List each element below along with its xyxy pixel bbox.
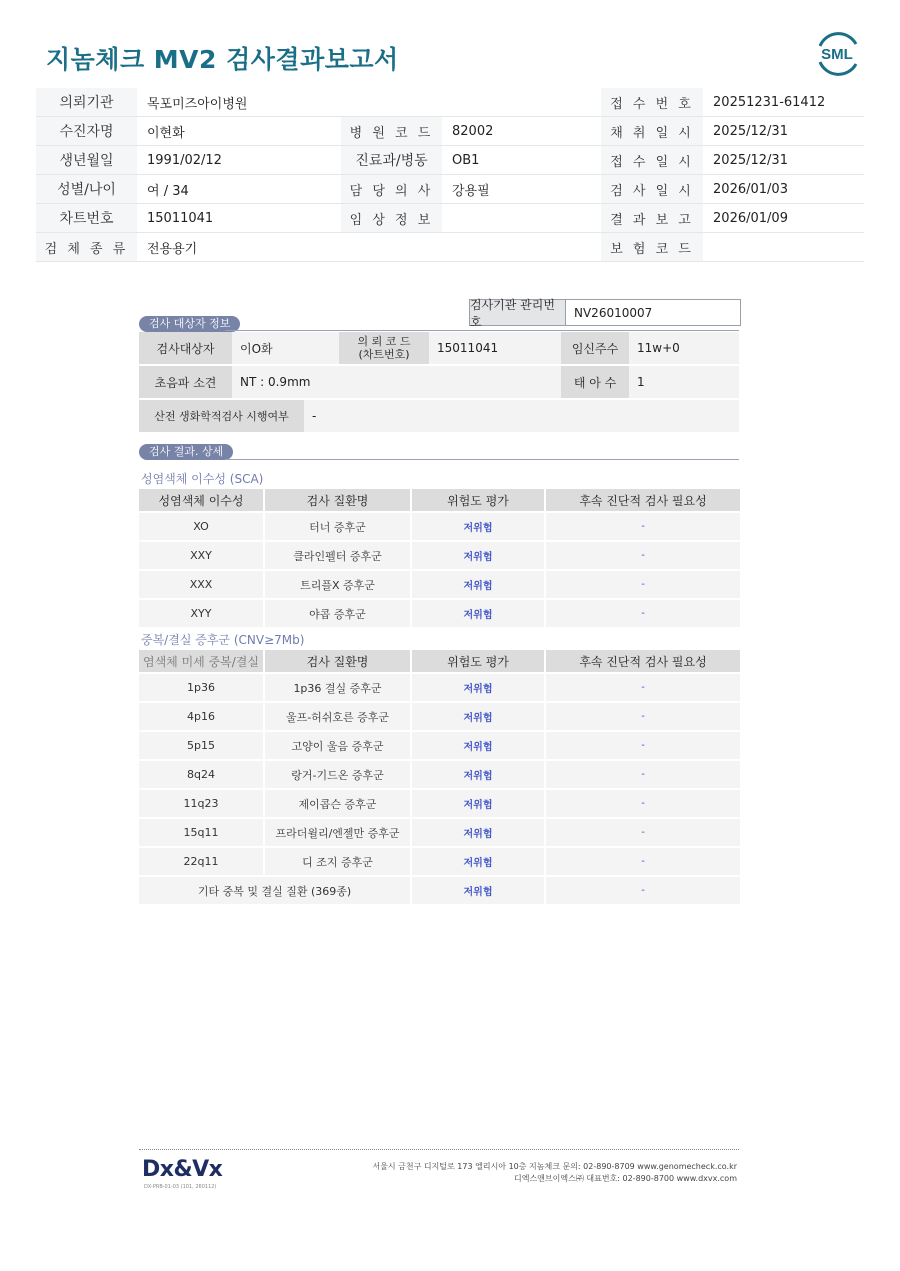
column-header: 후속 진단적 검사 필요성 — [546, 489, 740, 511]
page-title: 지놈체크 MV2 검사결과보고서 — [46, 45, 399, 74]
chromosome-cell: XXY — [139, 540, 265, 569]
mgmt-number-value: NV26010007 — [574, 305, 653, 320]
chromosome-cell: 15q11 — [139, 817, 265, 846]
result-section-pill: 검사 결과. 상세 — [139, 444, 233, 460]
info-value: OB1 — [442, 146, 601, 175]
info-value: 2025/12/31 — [703, 146, 864, 175]
subject-row — [139, 399, 739, 432]
chromosome-cell: 22q11 — [139, 846, 265, 875]
chromosome-cell: 4p16 — [139, 701, 265, 730]
chromosome-cell: XYY — [139, 598, 265, 627]
disease-cell: 울프-허쉬호른 증후군 — [265, 701, 412, 730]
disease-cell: 터너 증후군 — [265, 511, 412, 540]
risk-cell: 저위험 — [412, 598, 546, 627]
us-value: NT : 0.9mm — [232, 365, 561, 399]
sml-logo — [812, 30, 862, 76]
req-code-label-1: 의 뢰 코 드 — [357, 335, 411, 348]
risk-cell: 저위험 — [412, 759, 546, 788]
info-label: 검 사 일 시 — [601, 175, 703, 204]
table-header-row — [139, 650, 740, 672]
cnv-heading: 중복/결실 증후군 (CNV≥7Mb) — [141, 633, 305, 647]
info-label: 성별/나이 — [36, 175, 137, 204]
table-row — [139, 730, 740, 759]
footer-address-line-2: 디엑스앤브이엑스㈜ 대표번호: 02-890-8700 www.dxvx.com — [514, 1174, 737, 1183]
info-label: 임 상 정 보 — [341, 204, 442, 233]
info-value: 82002 — [442, 117, 601, 146]
mgmt-number-label: 검사기관 관리번호 — [470, 300, 566, 325]
info-value: 15011041 — [137, 204, 341, 233]
table-row — [139, 817, 740, 846]
chromosome-cell: XXX — [139, 569, 265, 598]
risk-cell: 저위험 — [412, 875, 546, 904]
sca-heading: 성염색체 이수성 (SCA) — [141, 472, 264, 486]
risk-cell: 저위험 — [412, 672, 546, 701]
dxvx-logo: Dx&Vx — [142, 1157, 223, 1182]
subject-row — [139, 332, 739, 365]
chromosome-cell: 8q24 — [139, 759, 265, 788]
disease-cell: 1p36 결실 증후군 — [265, 672, 412, 701]
info-label: 의뢰기관 — [36, 88, 137, 117]
result-section-rule — [225, 459, 739, 460]
table-row — [139, 759, 740, 788]
chromosome-cell: 5p15 — [139, 730, 265, 759]
info-row — [36, 204, 864, 233]
disease-cell: 프라더윌리/엔젤만 증후군 — [265, 817, 412, 846]
table-row — [139, 598, 740, 627]
table-row — [139, 788, 740, 817]
disease-cell: 제이콥슨 증후군 — [265, 788, 412, 817]
column-header: 위험도 평가 — [412, 650, 546, 672]
dxvx-logo-subtext: DX-PRB-01-03 (101, 260112) — [144, 1184, 217, 1190]
info-label: 접 수 일 시 — [601, 146, 703, 175]
biochem-value: - — [304, 399, 739, 432]
followup-cell: - — [546, 846, 740, 875]
info-label: 수진자명 — [36, 117, 137, 146]
chromosome-cell: XO — [139, 511, 265, 540]
disease-cell: 랑거-기드온 증후군 — [265, 759, 412, 788]
sml-logo-text: SML — [821, 46, 853, 63]
chromosome-cell: 1p36 — [139, 672, 265, 701]
table-row — [139, 846, 740, 875]
req-code-label-2: (차트번호) — [358, 348, 410, 361]
followup-cell: - — [546, 730, 740, 759]
info-row — [36, 175, 864, 204]
footer-address-line-1: 서울시 금천구 디지털로 173 엘리시아 10층 지놈체크 문의: 02-890-8709 www.genomecheck.co.kr — [372, 1162, 737, 1171]
sca-table — [139, 489, 740, 627]
weeks-value: 11w+0 — [629, 332, 739, 365]
info-value: 전용용기 — [137, 233, 601, 262]
column-header: 위험도 평가 — [412, 489, 546, 511]
disease-cell: 야콥 증후군 — [265, 598, 412, 627]
subject-info-table — [139, 332, 739, 432]
weeks-label: 임신주수 — [561, 332, 629, 365]
info-label: 병 원 코 드 — [341, 117, 442, 146]
table-row — [139, 540, 740, 569]
column-header: 검사 질환명 — [265, 650, 412, 672]
other-disease-cell: 기타 중복 및 결실 질환 (369종) — [139, 875, 412, 904]
column-header: 후속 진단적 검사 필요성 — [546, 650, 740, 672]
info-label: 생년월일 — [36, 146, 137, 175]
info-label: 접 수 번 호 — [601, 88, 703, 117]
info-label: 검 체 종 류 — [36, 233, 137, 262]
info-row — [36, 117, 864, 146]
subject-row — [139, 365, 739, 399]
info-label: 채 취 일 시 — [601, 117, 703, 146]
info-row — [36, 146, 864, 175]
info-value: 이현화 — [137, 117, 341, 146]
subject-section-pill: 검사 대상자 정보 — [139, 316, 240, 332]
info-label: 담 당 의 사 — [341, 175, 442, 204]
req-code-value: 15011041 — [429, 332, 561, 365]
disease-cell: 트리플X 증후군 — [265, 569, 412, 598]
table-row — [139, 875, 740, 904]
risk-cell: 저위험 — [412, 540, 546, 569]
disease-cell: 디 조지 증후군 — [265, 846, 412, 875]
info-value: 1991/02/12 — [137, 146, 341, 175]
column-header: 염색체 미세 중복/결실 — [139, 650, 265, 672]
req-code-label — [339, 332, 429, 365]
info-label: 결 과 보 고 — [601, 204, 703, 233]
biochem-label: 산전 생화학적검사 시행여부 — [139, 399, 304, 432]
info-value: 강용필 — [442, 175, 601, 204]
table-row — [139, 701, 740, 730]
followup-cell: - — [546, 701, 740, 730]
disease-cell: 고양이 울음 증후군 — [265, 730, 412, 759]
followup-cell: - — [546, 511, 740, 540]
info-value — [703, 233, 864, 262]
fetus-value: 1 — [629, 365, 739, 399]
table-header-row — [139, 489, 740, 511]
fetus-label: 태 아 수 — [561, 365, 629, 399]
mgmt-number-box — [469, 297, 741, 329]
followup-cell: - — [546, 598, 740, 627]
followup-cell: - — [546, 759, 740, 788]
risk-cell: 저위험 — [412, 730, 546, 759]
info-value: 목포미즈아이병원 — [137, 88, 601, 117]
table-row — [139, 672, 740, 701]
followup-cell: - — [546, 817, 740, 846]
info-value: 20251231-61412 — [703, 88, 864, 117]
info-value: 2025/12/31 — [703, 117, 864, 146]
followup-cell: - — [546, 875, 740, 904]
info-value: 여 / 34 — [137, 175, 341, 204]
info-row — [36, 88, 864, 117]
info-value — [442, 204, 601, 233]
risk-cell: 저위험 — [412, 511, 546, 540]
risk-cell: 저위험 — [412, 817, 546, 846]
info-label: 보 험 코 드 — [601, 233, 703, 262]
info-label: 진료과/병동 — [341, 146, 442, 175]
subject-section-rule — [225, 330, 739, 331]
info-value: 2026/01/09 — [703, 204, 864, 233]
cnv-table — [139, 650, 740, 904]
risk-cell: 저위험 — [412, 846, 546, 875]
followup-cell: - — [546, 672, 740, 701]
table-row — [139, 511, 740, 540]
table-row — [139, 569, 740, 598]
info-row — [36, 233, 864, 262]
us-label: 초음파 소견 — [139, 365, 232, 399]
followup-cell: - — [546, 788, 740, 817]
info-value: 2026/01/03 — [703, 175, 864, 204]
patient-info-table — [36, 88, 864, 262]
column-header: 검사 질환명 — [265, 489, 412, 511]
followup-cell: - — [546, 540, 740, 569]
risk-cell: 저위험 — [412, 701, 546, 730]
info-label: 차트번호 — [36, 204, 137, 233]
subject-label: 검사대상자 — [139, 332, 232, 365]
risk-cell: 저위험 — [412, 788, 546, 817]
column-header: 성염색체 이수성 — [139, 489, 265, 511]
footer-divider — [139, 1149, 739, 1150]
followup-cell: - — [546, 569, 740, 598]
disease-cell: 클라인펠터 증후군 — [265, 540, 412, 569]
chromosome-cell: 11q23 — [139, 788, 265, 817]
risk-cell: 저위험 — [412, 569, 546, 598]
subject-value: 이O화 — [232, 332, 339, 365]
